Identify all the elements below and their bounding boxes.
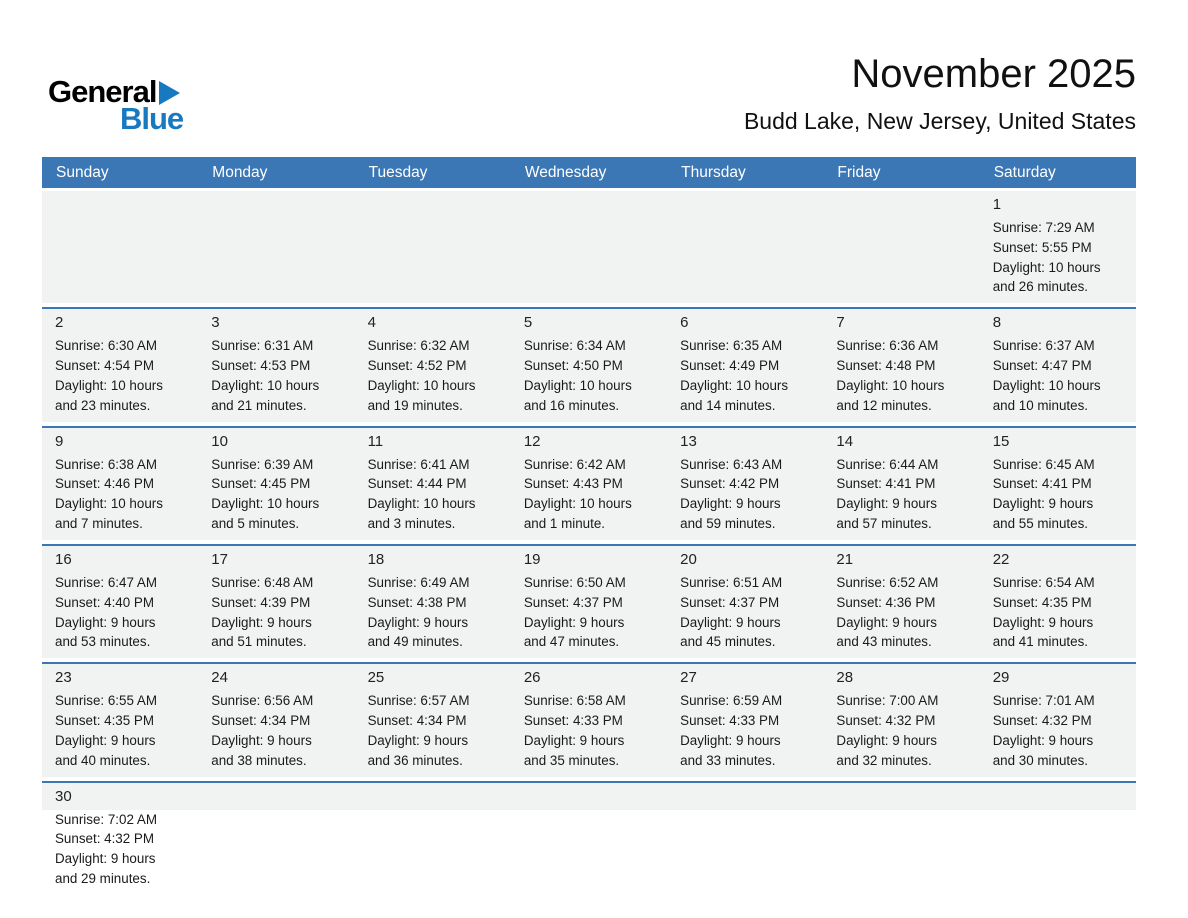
daylight-text: Daylight: 9 hours	[836, 732, 937, 748]
sunrise-text: Sunrise: 6:54 AM	[992, 574, 1095, 590]
day-number: 2	[55, 314, 64, 332]
daylight-text: Daylight: 10 hours	[55, 377, 163, 393]
daylight-text-cont: and 47 minutes.	[523, 634, 620, 650]
sunset-text: Sunset: 4:33 PM	[523, 713, 623, 729]
daylight-text: Daylight: 9 hours	[55, 732, 156, 748]
sunset-text: Sunset: 4:43 PM	[523, 476, 623, 492]
sunrise-text: Sunrise: 6:44 AM	[836, 456, 939, 472]
daylight-text-cont: and 23 minutes.	[55, 397, 151, 413]
daylight-text-cont: and 51 minutes.	[211, 634, 307, 650]
logo	[48, 76, 183, 134]
sunset-text: Sunset: 4:34 PM	[211, 713, 311, 729]
daylight-text: Daylight: 9 hours	[367, 614, 469, 630]
day-cell	[198, 309, 354, 421]
calendar	[42, 157, 1136, 897]
week-row	[42, 781, 1136, 897]
day-cell	[823, 783, 979, 895]
day-number: 17	[211, 550, 228, 568]
day-number: 26	[523, 669, 541, 687]
sunset-text: Sunset: 4:40 PM	[55, 594, 154, 610]
day-cell	[198, 191, 354, 303]
weekday-thursday: Thursday	[681, 163, 746, 181]
day-cell	[198, 546, 354, 658]
day-number: 12	[523, 432, 541, 450]
sunset-text: Sunset: 4:36 PM	[836, 594, 936, 610]
sunrise-text: Sunrise: 6:51 AM	[680, 574, 783, 590]
daylight-text: Daylight: 10 hours	[367, 496, 476, 512]
day-number: 20	[680, 550, 697, 568]
day-number: 1	[992, 196, 1002, 213]
day-cell	[511, 191, 667, 303]
weekday-tuesday: Tuesday	[368, 163, 428, 181]
daylight-text: Daylight: 9 hours	[523, 614, 625, 630]
day-number: 9	[55, 432, 64, 450]
day-cell	[355, 664, 511, 776]
sunrise-text: Sunrise: 6:30 AM	[55, 338, 157, 354]
sunrise-text: Sunrise: 6:43 AM	[680, 456, 783, 472]
day-number: 25	[367, 669, 385, 687]
day-number: 5	[523, 314, 533, 332]
day-number: 4	[367, 314, 376, 332]
sunset-text: Sunset: 4:48 PM	[836, 358, 936, 374]
day-cell	[42, 664, 198, 776]
day-cell	[42, 546, 198, 658]
day-number: 15	[992, 432, 1010, 450]
daylight-text: Daylight: 9 hours	[836, 496, 937, 512]
sunset-text: Sunset: 4:50 PM	[523, 358, 623, 374]
day-cell	[667, 664, 823, 776]
daylight-text-cont: and 21 minutes.	[211, 397, 307, 413]
sunset-text: Sunset: 4:33 PM	[680, 713, 780, 729]
sunrise-text: Sunrise: 6:59 AM	[680, 693, 783, 709]
daylight-text: Daylight: 10 hours	[836, 377, 945, 393]
daylight-text-cont: and 38 minutes.	[211, 752, 307, 768]
daylight-text: Daylight: 9 hours	[992, 732, 1094, 748]
week-row	[42, 662, 1136, 776]
sunrise-text: Sunrise: 6:49 AM	[367, 574, 470, 590]
daylight-text-cont: and 5 minutes.	[211, 516, 300, 532]
day-cell	[42, 191, 198, 303]
sunset-text: Sunset: 4:49 PM	[680, 358, 780, 374]
sunrise-text: Sunrise: 6:56 AM	[211, 693, 314, 709]
day-cell	[42, 783, 198, 895]
day-cell	[667, 546, 823, 658]
sunrise-text: Sunrise: 6:47 AM	[55, 574, 157, 590]
sunrise-text: Sunrise: 6:55 AM	[55, 693, 157, 709]
day-number: 3	[211, 314, 220, 332]
weekday-monday: Monday	[212, 163, 268, 181]
sunrise-text: Sunrise: 6:32 AM	[367, 338, 470, 354]
day-cell	[511, 546, 667, 658]
day-cell	[355, 309, 511, 421]
day-cell	[667, 428, 823, 540]
week-row	[42, 544, 1136, 658]
daylight-text-cont: and 29 minutes.	[55, 871, 151, 887]
sunrise-text: Sunrise: 7:29 AM	[992, 220, 1095, 235]
sunrise-text: Sunrise: 6:41 AM	[367, 456, 470, 472]
daylight-text: Daylight: 9 hours	[211, 614, 312, 630]
day-number: 18	[367, 550, 385, 568]
daylight-text-cont: and 3 minutes.	[367, 516, 456, 532]
sunrise-text: Sunrise: 6:57 AM	[367, 693, 470, 709]
sunset-text: Sunset: 4:37 PM	[680, 594, 780, 610]
day-number: 11	[367, 432, 384, 450]
day-number: 16	[55, 550, 72, 568]
day-number: 27	[680, 669, 697, 687]
day-number: 21	[836, 550, 854, 568]
daylight-text-cont: and 32 minutes.	[836, 752, 932, 768]
day-number: 10	[211, 432, 228, 450]
daylight-text: Daylight: 10 hours	[523, 496, 632, 512]
day-cell	[42, 428, 198, 540]
daylight-text: Daylight: 9 hours	[55, 851, 156, 867]
daylight-text: Daylight: 9 hours	[367, 732, 469, 748]
sunset-text: Sunset: 4:38 PM	[367, 594, 467, 610]
sunset-text: Sunset: 4:37 PM	[523, 594, 623, 610]
sunset-text: Sunset: 4:45 PM	[211, 476, 311, 492]
day-cell	[511, 783, 667, 895]
day-number: 29	[992, 669, 1010, 687]
sunrise-text: Sunrise: 6:35 AM	[680, 338, 783, 354]
day-number: 28	[836, 669, 854, 687]
daylight-text-cont: and 59 minutes.	[680, 516, 776, 532]
sunrise-text: Sunrise: 6:31 AM	[211, 338, 314, 354]
sunrise-text: Sunrise: 6:38 AM	[55, 456, 157, 472]
sunset-text: Sunset: 4:54 PM	[55, 358, 154, 374]
sunrise-text: Sunrise: 6:34 AM	[523, 338, 626, 354]
day-cell	[980, 191, 1136, 303]
daylight-text: Daylight: 10 hours	[680, 377, 789, 393]
sunrise-text: Sunrise: 7:02 AM	[55, 811, 157, 827]
week-row	[42, 191, 1136, 303]
sunset-text: Sunset: 4:53 PM	[211, 358, 311, 374]
daylight-text-cont: and 57 minutes.	[836, 516, 932, 532]
sunrise-text: Sunrise: 6:48 AM	[211, 574, 314, 590]
daylight-text: Daylight: 9 hours	[836, 614, 937, 630]
daylight-text-cont: and 33 minutes.	[680, 752, 776, 768]
daylight-text: Daylight: 10 hours	[992, 377, 1101, 393]
daylight-text-cont: and 12 minutes.	[836, 397, 932, 413]
daylight-text: Daylight: 10 hours	[992, 259, 1101, 275]
day-number: 22	[992, 550, 1010, 568]
daylight-text: Daylight: 10 hours	[367, 377, 476, 393]
week-row	[42, 307, 1136, 421]
sunset-text: Sunset: 4:52 PM	[367, 358, 467, 374]
page-header	[0, 0, 1188, 157]
day-number: 19	[523, 550, 541, 568]
sunset-text: Sunset: 4:32 PM	[836, 713, 936, 729]
sunrise-text: Sunrise: 6:42 AM	[523, 456, 626, 472]
day-cell	[823, 309, 979, 421]
daylight-text-cont: and 7 minutes.	[55, 516, 143, 532]
sunrise-text: Sunrise: 6:36 AM	[836, 338, 939, 354]
page-subtitle: Budd Lake, New Jersey, United States	[743, 108, 1136, 134]
day-number: 14	[836, 432, 854, 450]
weekday-friday: Friday	[837, 163, 881, 181]
sunset-text: Sunset: 4:46 PM	[55, 476, 154, 492]
daylight-text: Daylight: 9 hours	[680, 614, 781, 630]
sunset-text: Sunset: 5:55 PM	[992, 239, 1092, 255]
sunset-text: Sunset: 4:34 PM	[367, 713, 467, 729]
daylight-text: Daylight: 9 hours	[680, 496, 781, 512]
daylight-text-cont: and 10 minutes.	[992, 397, 1088, 413]
sunrise-text: Sunrise: 6:45 AM	[992, 456, 1095, 472]
daylight-text-cont: and 30 minutes.	[992, 752, 1088, 768]
day-cell	[823, 191, 979, 303]
daylight-text-cont: and 53 minutes.	[55, 634, 151, 650]
sunset-text: Sunset: 4:39 PM	[211, 594, 311, 610]
daylight-text: Daylight: 9 hours	[992, 496, 1094, 512]
daylight-text-cont: and 41 minutes.	[992, 634, 1088, 650]
daylight-text: Daylight: 9 hours	[523, 732, 625, 748]
sunrise-text: Sunrise: 7:00 AM	[836, 693, 939, 709]
day-cell	[355, 428, 511, 540]
day-cell	[667, 191, 823, 303]
daylight-text-cont: and 36 minutes.	[367, 752, 463, 768]
daylight-text: Daylight: 10 hours	[55, 496, 163, 512]
sunset-text: Sunset: 4:41 PM	[992, 476, 1092, 492]
titles	[744, 52, 1136, 135]
day-cell	[355, 546, 511, 658]
daylight-text: Daylight: 9 hours	[680, 732, 781, 748]
day-cell	[511, 428, 667, 540]
day-cell	[980, 664, 1136, 776]
daylight-text-cont: and 43 minutes.	[836, 634, 932, 650]
week-row	[42, 426, 1136, 540]
logo-text-blue: Blue	[120, 101, 184, 136]
page-title: November 2025	[851, 52, 1136, 96]
daylight-text-cont: and 19 minutes.	[367, 397, 463, 413]
sunrise-text: Sunrise: 6:39 AM	[211, 456, 314, 472]
daylight-text-cont: and 1 minute.	[523, 516, 605, 532]
day-number: 30	[55, 787, 72, 805]
weekday-wednesday: Wednesday	[524, 163, 607, 181]
daylight-text: Daylight: 10 hours	[211, 496, 320, 512]
daylight-text-cont: and 35 minutes.	[523, 752, 620, 768]
daylight-text-cont: and 16 minutes.	[523, 397, 620, 413]
sunset-text: Sunset: 4:32 PM	[992, 713, 1092, 729]
daylight-text: Daylight: 9 hours	[55, 614, 156, 630]
day-cell	[980, 309, 1136, 421]
sunset-text: Sunset: 4:47 PM	[992, 358, 1092, 374]
day-number: 8	[992, 314, 1002, 332]
day-number: 7	[836, 314, 845, 332]
day-cell	[980, 546, 1136, 658]
daylight-text-cont: and 26 minutes.	[992, 279, 1088, 295]
day-cell	[667, 783, 823, 895]
day-cell	[823, 546, 979, 658]
day-cell	[667, 309, 823, 421]
sunrise-text: Sunrise: 6:52 AM	[836, 574, 939, 590]
day-cell	[823, 428, 979, 540]
sunrise-text: Sunrise: 7:01 AM	[992, 693, 1095, 709]
weekday-sunday: Sunday	[56, 163, 109, 181]
day-cell	[511, 664, 667, 776]
day-number: 13	[680, 432, 697, 450]
daylight-text: Daylight: 10 hours	[211, 377, 320, 393]
day-cell	[511, 309, 667, 421]
logo-text-general: General	[48, 74, 157, 109]
day-cell	[198, 783, 354, 895]
daylight-text: Daylight: 9 hours	[992, 614, 1094, 630]
daylight-text: Daylight: 9 hours	[211, 732, 312, 748]
daylight-text-cont: and 49 minutes.	[367, 634, 463, 650]
daylight-text-cont: and 14 minutes.	[680, 397, 776, 413]
sunrise-text: Sunrise: 6:37 AM	[992, 338, 1095, 354]
day-cell	[198, 428, 354, 540]
day-cell	[198, 664, 354, 776]
day-cell	[823, 664, 979, 776]
sunrise-text: Sunrise: 6:58 AM	[523, 693, 626, 709]
daylight-text-cont: and 45 minutes.	[680, 634, 776, 650]
day-number: 6	[680, 314, 689, 332]
weekday-saturday: Saturday	[993, 163, 1056, 181]
day-cell	[980, 783, 1136, 895]
day-cell	[355, 783, 511, 895]
daylight-text-cont: and 40 minutes.	[55, 752, 151, 768]
sunrise-text: Sunrise: 6:50 AM	[523, 574, 626, 590]
sunset-text: Sunset: 4:44 PM	[367, 476, 467, 492]
daylight-text-cont: and 55 minutes.	[992, 516, 1088, 532]
sunset-text: Sunset: 4:41 PM	[836, 476, 936, 492]
sunset-text: Sunset: 4:42 PM	[680, 476, 780, 492]
weekday-header-row	[42, 157, 1136, 188]
day-number: 24	[211, 669, 228, 687]
day-cell	[980, 428, 1136, 540]
day-number: 23	[55, 669, 72, 687]
sunset-text: Sunset: 4:32 PM	[55, 831, 154, 847]
day-cell	[355, 191, 511, 303]
daylight-text: Daylight: 10 hours	[523, 377, 632, 393]
day-cell	[42, 309, 198, 421]
sunset-text: Sunset: 4:35 PM	[55, 713, 154, 729]
sunset-text: Sunset: 4:35 PM	[992, 594, 1092, 610]
